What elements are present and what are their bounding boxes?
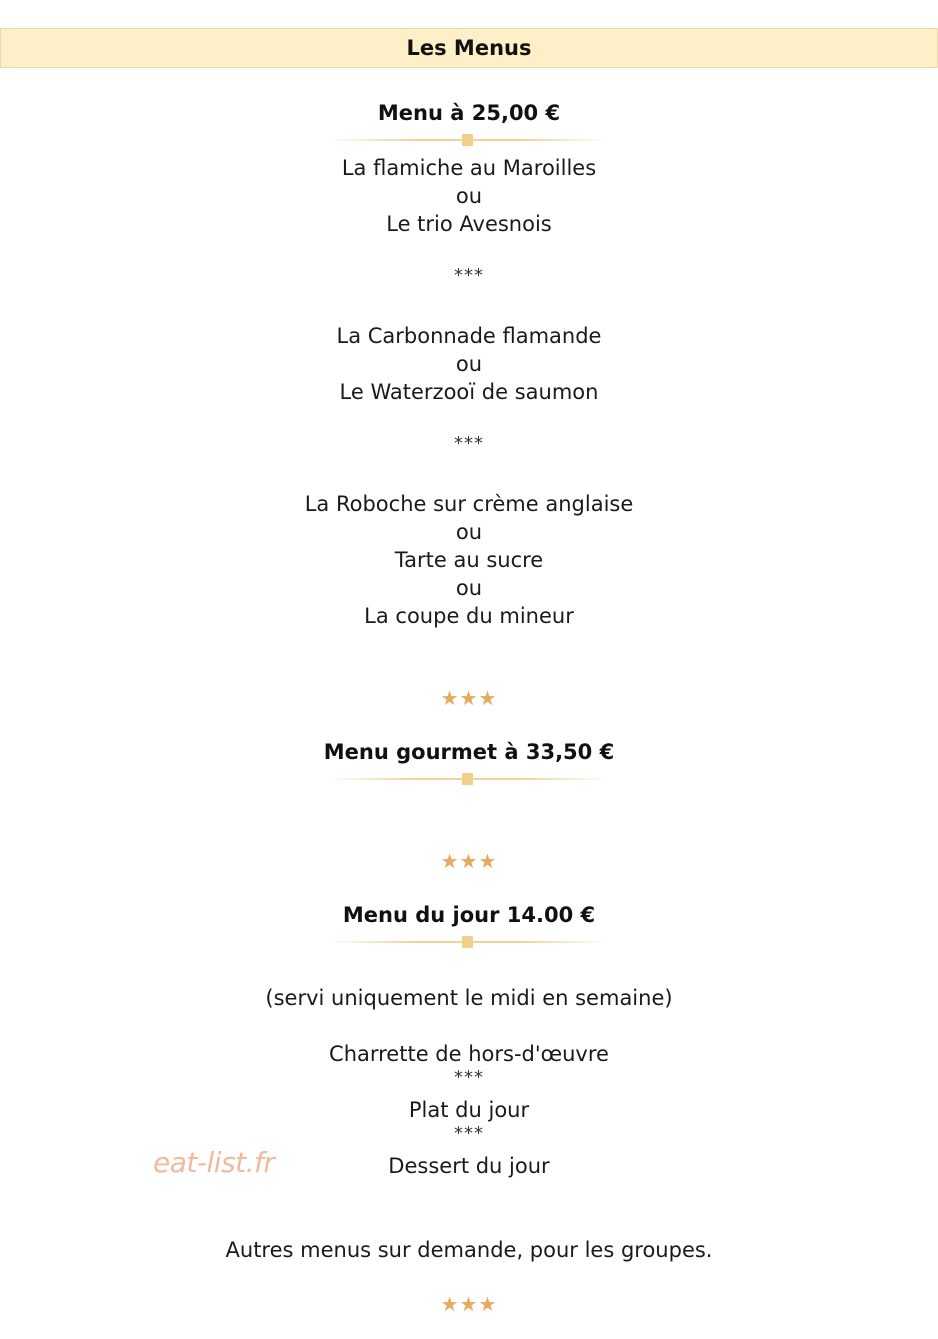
menu-1-main-1: La Carbonnade flamande <box>336 324 602 348</box>
menu-1-dessert-3: La coupe du mineur <box>364 604 574 628</box>
menu-1-separator-2: *** <box>454 433 484 454</box>
menu-1-starter-2: Le trio Avesnois <box>386 212 552 236</box>
section-header <box>0 28 938 68</box>
menu-1-dessert-or-2: ou <box>455 576 483 600</box>
menu-3-item-2: Plat du jour <box>408 1098 530 1122</box>
section-title: Les Menus <box>406 36 532 60</box>
menu-1-main-or: ou <box>455 352 483 376</box>
menu-2-title: Menu gourmet à 33,50 € <box>323 740 615 764</box>
menu-3-note: (servi uniquement le midi en semaine) <box>265 986 673 1010</box>
menu-3-item-1: Charrette de hors-d'œuvre <box>329 1042 609 1066</box>
menu-3-item-3: Dessert du jour <box>388 1154 550 1178</box>
menu-1-main-2: Le Waterzooï de saumon <box>339 380 599 404</box>
star-ornament-3: ★★★ <box>440 1292 498 1316</box>
menu-3-title: Menu du jour 14.00 € <box>342 903 596 927</box>
star-ornament-2: ★★★ <box>440 849 498 873</box>
menu-1-title: Menu à 25,00 € <box>377 101 561 125</box>
menu-3-separator-2: *** <box>454 1123 484 1144</box>
menu-1-dessert-1: La Roboche sur crème anglaise <box>304 492 634 516</box>
menu-3-separator-1: *** <box>454 1067 484 1088</box>
menu-1-starter-or: ou <box>455 184 483 208</box>
menu-1-starter-1: La flamiche au Maroilles <box>341 156 597 180</box>
watermark-logo: eat-list.fr <box>153 1146 275 1179</box>
menu-1-separator-1: *** <box>454 265 484 286</box>
menu-1-dessert-or-1: ou <box>455 520 483 544</box>
star-ornament-1: ★★★ <box>440 686 498 710</box>
title-divider <box>328 133 608 147</box>
menu-1-dessert-2: Tarte au sucre <box>394 548 544 572</box>
footer-note: Autres menus sur demande, pour les groupes. <box>225 1238 713 1262</box>
title-divider <box>328 935 608 949</box>
title-divider <box>328 772 608 786</box>
